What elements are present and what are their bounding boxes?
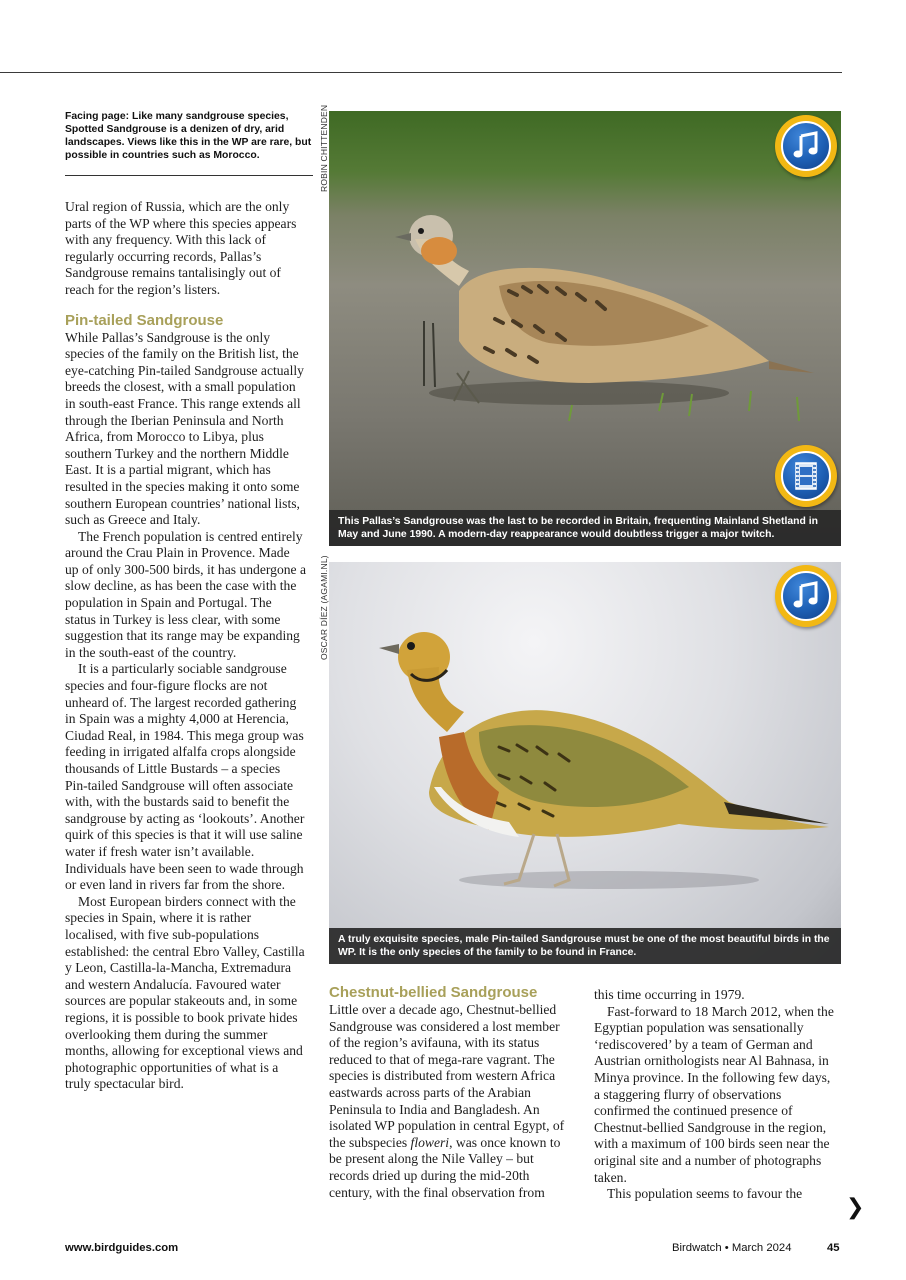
page-number: 45 [827,1242,840,1254]
pallas-sandgrouse-photo [329,111,841,546]
footer-magazine-issue: Birdwatch • March 2024 [672,1242,792,1254]
middle-column [329,984,571,1201]
left-column [65,199,306,1093]
caption-divider [65,175,313,176]
top-rule [0,72,842,73]
subhead-pin-tailed: Pin-tailed Sandgrouse [65,311,224,329]
paragraph: The French population is centred entirely around the Crau Plain in Provence. Made up of only 300-500 birds, it has undergone a slow decline, as has been the case with the population in Spain and Portugal. The status in Turkey is less clear, with some suggestion that its range may be expanding in the south-east of the country. [65,528,307,660]
paragraph-text: , was once known to be present along the Nile Valley – but records dried up during the mid-20th century, with the final observation from [329,1134,561,1200]
paragraph: this time occurring in 1979. [594,987,745,1002]
photo-credit-2: OSCAR DÍEZ (AGAMI.NL) [319,555,329,660]
photo-credit-1: ROBIN CHITTENDEN [319,104,329,192]
paragraph-text: Little over a decade ago, Chestnut-bellied Sandgrouse was considered a lost member of the region’s avifauna, with its status reduced to that of mega-rare vagrant. The species is distributed from western Africa eastwards across parts of the Arabian Peninsula to India and Bangladesh. An isolated WP population in central Egypt, of the subspecies [329,1002,565,1150]
paragraph: Ural region of Russia, which are the only parts of the WP where this species appears with any frequency. With this lack of regularly occurring records, Pallas’s Sandgrouse remains tantalisingly out of reach for the region’s listers. [65,199,297,297]
video-button-pallas[interactable] [775,445,837,507]
pin-tailed-sandgrouse-photo [329,562,841,964]
photo-caption-1: This Pallas’s Sandgrouse was the last to be recorded in Britain, frequenting Mainland Shetland in May and June 1990. A modern-day reappearance would doubtless trigger a major twitch. [329,510,841,546]
paragraph: Most European birders connect with the species in Spain, where it is rather localised, with five sub-populations established: the central Ebro Valley, Castilla y Leon, Castilla-la-Mancha, Extremadura and western Andalucía. Favoured water sources are popular stakeouts and, in some regions, it is possible to book private hides overlooking them during the summer months, allowing for exceptional views and photographic opportunities of what is a truly spectacular bird. [65,893,305,1092]
right-column [594,987,838,1203]
film-strip-icon [789,459,823,493]
paragraph: It is a particularly sociable sandgrouse species and four-figure flocks are not unheard of. The largest recorded gathering in Spain was a mighty 4,000 at Herencia, Ciudad Real, in 1984. This mega group was feeding in irrigated alfalfa crops alongside thousands of Little Bustards – a species Pin-tailed Sandgrouse will often associate with, with the bustards said to benefit the sandgrouse by acting as ‘lookouts’. Another quirk of this species is that it will use saline water if fresh water isn’t available. Individuals have been seen to wade through or even land in rivers far from the shore. [65,661,305,893]
photo-caption-2: A truly exquisite species, male Pin-tailed Sandgrouse must be one of the most beautiful birds in the WP. It is the only species of the family to be found in France. [329,928,841,964]
paragraph: Fast-forward to 18 March 2012, when the Egyptian population was sensationally ‘rediscovered’ by a team of German and Austrian ornithologists near Al Bahnasa, in Minya province. In the following few days, a staggering flurry of observations confirmed the continued presence of Chestnut-bellied Sandgrouse in the region, with a maximum of 100 birds seen near the original site and a number of photographs taken. [594,1003,834,1185]
subspecies-name: floweri [410,1134,450,1150]
footer-url[interactable]: www.birdguides.com [65,1242,179,1254]
music-note-icon [789,579,823,613]
paragraph: This population seems to favour the [607,1186,803,1202]
facing-page-caption: Facing page: Like many sandgrouse species, Spotted Sandgrouse is a denizen of dry, arid landscapes. Views like this in the WP are rare, but possible in countries such as Morocco. [65,111,312,161]
paragraph [329,1002,571,1201]
paragraph: While Pallas’s Sandgrouse is the only species of the family on the British list, the eye-catching Pin-tailed Sandgrouse actually breeds the closest, with a small population in south-east France. This range extends all through the Iberian Peninsula and North Africa, from Morocco to Libya, plus southern Turkey and the northern Middle East. It is a partial migrant, which has resulted in the species making it onto some southern European countries’ national lists, such as Greece and Italy. [65,329,304,528]
pallas-sandgrouse-illustration [329,111,841,546]
audio-button-pin-tailed[interactable] [775,565,837,627]
chevron-right-icon[interactable]: ❯ [846,1195,865,1220]
audio-button-pallas[interactable] [775,115,837,177]
music-note-icon [789,129,823,163]
pin-tailed-sandgrouse-illustration [329,562,841,964]
subhead-chestnut-bellied: Chestnut-bellied Sandgrouse [329,984,538,1001]
